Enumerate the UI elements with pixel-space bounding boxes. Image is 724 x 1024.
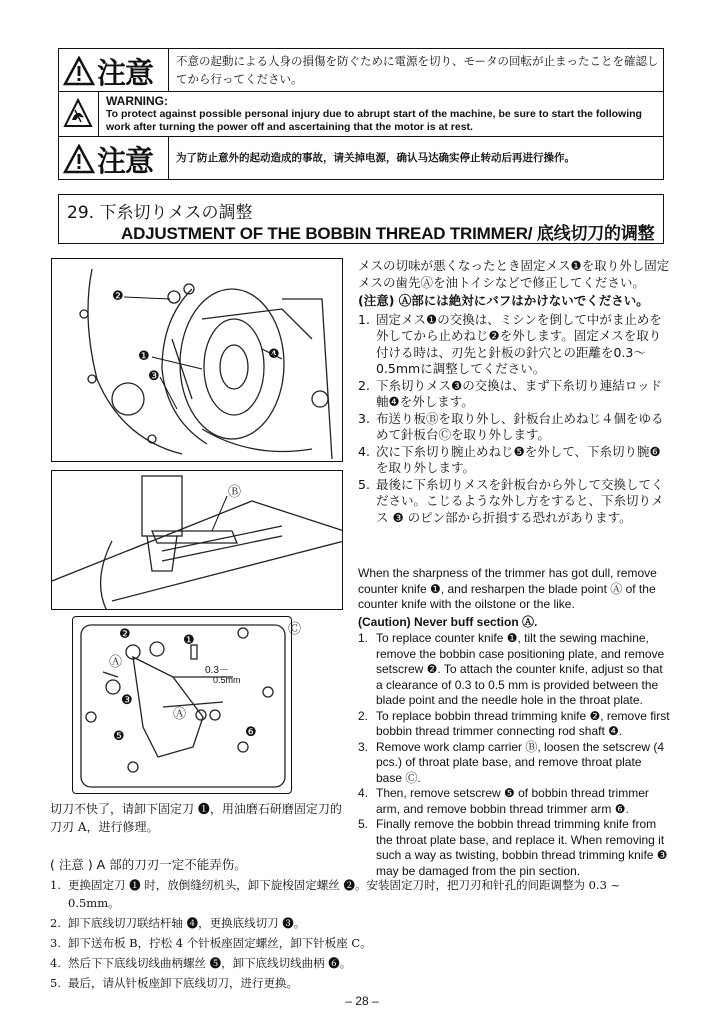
jp-step: 5. 最後に下糸切りメスを針板台から外して交換してください。こじるような外し方をすると、下糸切りメス ❸ のピン部から折損する恐れがあります。 bbox=[358, 476, 664, 525]
cn-steps bbox=[50, 876, 670, 992]
caution-word-cn: 注意 bbox=[97, 144, 154, 178]
fig3-dim-2: 0.5mm bbox=[213, 675, 241, 685]
caution-label-cell-cn bbox=[59, 137, 169, 179]
fig1-label-4: ❹ bbox=[268, 347, 280, 362]
caution-text-cn: 为了防止意外的起动造成的事故，请关掉电源，确认马达确实停止转动后再进行操作。 bbox=[176, 152, 575, 164]
caution-word: 注意 bbox=[97, 56, 154, 90]
figure-clamp-area bbox=[51, 470, 343, 610]
figure-hook-area bbox=[51, 258, 343, 462]
fig3-label-3: ❸ bbox=[121, 693, 133, 708]
figure-clamp-drawing bbox=[52, 471, 343, 610]
en-body bbox=[358, 566, 670, 879]
warning-text-en: To protect against possible personal injury due to abrupt start of the machine, be sure to start the following work after turning the power off and ascertaining that the motor is at rest. bbox=[106, 108, 642, 133]
jp-intro: メスの切味が悪くなったとき固定メス❶を取り外し固定メスの歯先Ⓐを油トイシなどで修正してください。 bbox=[358, 258, 670, 290]
caution-box-jp bbox=[58, 48, 664, 92]
cn-step: 2. 卸下底线切刀联结杆轴 ❹，更换底线切刀 ❸。 bbox=[50, 916, 306, 930]
cn-intro: 切刀不快了，请卸下固定刀 ❶，用油磨石研磨固定刀的刀刃 A，进行修理。 bbox=[50, 802, 342, 834]
fig3-label-6: ❻ bbox=[245, 725, 257, 740]
section-title-en: ADJUSTMENT OF THE BOBBIN THREAD TRIMMER/ 底线切刀的调整 bbox=[121, 224, 655, 243]
fig1-label-3: ❸ bbox=[148, 369, 160, 384]
en-step: 5. Finally remove the bobbin thread trimming knife from the throat plate base, and replace it. When removing it such a way as twisting, bobbin thread trimming knife ❸ may be damaged from the pin section. bbox=[358, 817, 668, 878]
warning-label: WARNING: bbox=[106, 94, 168, 108]
jp-step: 3. 布送り板Ⓑを取り外し、針板台止めねじ４個をゆるめて針板台Ⓒを取り外します。 bbox=[358, 410, 664, 442]
fig3-label-a2: Ⓐ bbox=[173, 707, 187, 722]
jp-caution: (注意) Ⓐ部には絶対にバフはかけないでください。 bbox=[358, 293, 649, 308]
jp-step: 2. 下糸切りメス❸の交換は、まず下糸切り連結ロッド軸❹を外します。 bbox=[358, 377, 662, 409]
warning-icon-cell bbox=[59, 92, 99, 136]
page-number: – 28 – bbox=[345, 994, 379, 1008]
en-step: 3. Remove work clamp carrier Ⓑ, loosen the setscrew (4 pcs.) of throat plate base, and remove throat plate base Ⓒ. bbox=[358, 739, 665, 785]
fig3-label-1: ❶ bbox=[183, 633, 195, 648]
figure-throat-plate bbox=[72, 616, 292, 794]
cn-step: 4. 然后下下底线切线曲柄螺丝 ❺，卸下底线切线曲柄 ❻。 bbox=[50, 956, 352, 970]
section-title-jp: 29. 下糸切りメスの調整 bbox=[67, 203, 253, 223]
fig3-dim-1: 0.3－ bbox=[205, 665, 229, 676]
fig3-label-2: ❷ bbox=[119, 627, 131, 642]
jp-step: 4. 次に下糸切り腕止めねじ❺を外して、下糸切り腕❻を取り外します。 bbox=[358, 443, 661, 475]
warning-box-en bbox=[58, 91, 664, 137]
warning-triangle-icon bbox=[63, 56, 95, 86]
fig3-label-5: ❺ bbox=[113, 729, 125, 744]
fig2-label-b: Ⓑ bbox=[228, 485, 242, 500]
en-step: 4. Then, remove setscrew ❺ of bobbin thread trimmer arm, and remove bobbin thread trimmer arm ❻. bbox=[358, 786, 649, 816]
en-intro: When the sharpness of the trimmer has got dull, remove counter knife ❶, and resharpen the blade point Ⓐ of the counter knife with the oilstone or the like. bbox=[358, 566, 657, 611]
jp-step: 1. 固定メス❶の交換は、ミシンを倒して中がま止めを外してから止めねじ❷を外します。固定メスを取り付ける時は、刃先と針板の針穴との距離を0.3〜0.5mmに調整してください。 bbox=[358, 311, 662, 376]
cn-caution: ( 注意 ) A 部的刀刃一定不能弄伤。 bbox=[50, 857, 247, 872]
fig3-label-c: Ⓒ bbox=[288, 622, 302, 637]
caution-text-jp: 不意の起動による人身の損傷を防ぐために電源を切り、モータの回転が止まったことを確認してから行ってください。 bbox=[176, 54, 659, 86]
fig1-label-2: ❷ bbox=[112, 289, 124, 304]
jp-steps bbox=[358, 312, 670, 527]
warning-triangle-icon bbox=[63, 144, 95, 174]
en-caution: (Caution) Never buff section Ⓐ. bbox=[358, 614, 538, 629]
jp-body bbox=[358, 258, 670, 526]
caution-label-cell bbox=[59, 49, 169, 91]
cn-step: 3. 卸下送布板 B，拧松 4 个针板座固定螺丝，卸下针板座 C。 bbox=[50, 936, 372, 950]
cn-step: 1. 更换固定刀 ❶ 时，放倒缝纫机头，卸下旋梭固定螺丝 ❷。安装固定刀时，把刀刃和针孔的间距调整为 0.3 ~ 0.5mm。 bbox=[50, 878, 621, 910]
en-step: 2. To replace bobbin thread trimming knife ❷, remove first bobbin thread trimmer connecting rod shaft ❹. bbox=[358, 708, 670, 738]
en-step: 1. To replace counter knife ❶, tilt the sewing machine, remove the bobbin case positioning plate, and remove setscrew ❷. To attach the counter knife, adjust so that a clearance of 0.3 to 0.5 mm is provided between the blade point and the needle hole in the throat plate. bbox=[358, 631, 665, 707]
caution-box-cn bbox=[58, 136, 664, 180]
cn-step: 5. 最后，请从针板座卸下底线切刀，进行更换。 bbox=[50, 976, 298, 990]
fig1-label-1: ❶ bbox=[138, 349, 150, 364]
figure-hook-drawing bbox=[52, 259, 343, 462]
en-steps bbox=[358, 631, 670, 879]
section-title-box bbox=[58, 194, 664, 244]
hand-injury-warning-icon bbox=[63, 98, 93, 130]
fig3-label-a1: Ⓐ bbox=[109, 655, 123, 670]
